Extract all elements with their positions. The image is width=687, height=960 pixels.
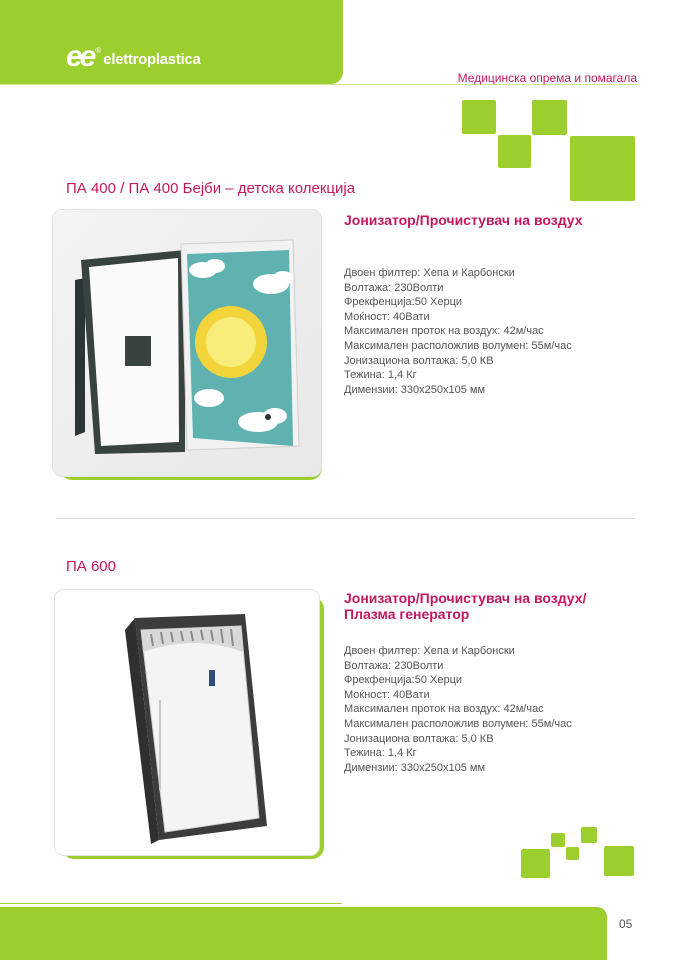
air-purifier-kids-illustration <box>53 210 321 476</box>
footer-rule <box>0 903 342 904</box>
decor-square <box>604 846 634 876</box>
logo-mark: ee <box>66 40 94 73</box>
spec-ionization: Јонизациона волтажа: 5,0 КВ <box>344 732 494 745</box>
spec-airflow: Максимален проток на воздух: 42м/час <box>344 703 544 716</box>
spec-weight: Тежина: 1,4 Кг <box>344 747 417 760</box>
decor-square <box>566 847 579 860</box>
decor-square <box>570 136 635 201</box>
spec-frequency: Фрекфенција:50 Херци <box>344 296 463 309</box>
product-specs-list <box>344 266 572 397</box>
air-purifier-plasma-illustration <box>55 590 319 855</box>
product-feature-title <box>344 590 586 622</box>
product-specs-list <box>344 644 572 775</box>
feature-title-line: Плазма генератор <box>344 606 470 622</box>
spec-ionization: Јонизациона волтажа: 5,0 КВ <box>344 354 494 367</box>
product-photo-pa400 <box>52 209 322 477</box>
spec-volume: Максимален расположлив волумен: 55м/час <box>344 717 572 730</box>
spec-dimensions: Димензии: 330x250x105 мм <box>344 761 486 774</box>
logo-wordmark: elettroplastica <box>103 50 201 68</box>
page-number: 05 <box>619 917 633 931</box>
logo-registered-mark: ® <box>95 45 102 55</box>
spec-dimensions: Димензии: 330x250x105 мм <box>344 383 486 396</box>
product-model-title: ПА 400 / ПА 400 Бејби – детска колекција <box>66 180 356 197</box>
footer-banner <box>0 907 607 960</box>
spec-power: Моќност: 40Вати <box>344 688 430 701</box>
spec-frequency: Фрекфенција:50 Херци <box>344 674 463 687</box>
spec-filter: Двоен филтер: Хепа и Карбонски <box>344 645 515 657</box>
product-model-title: ПА 600 <box>66 558 116 575</box>
section-divider <box>56 518 634 519</box>
brand-logo <box>66 42 201 72</box>
decor-square <box>462 100 496 134</box>
product-feature-title: Јонизатор/Прочистувач на воздух <box>344 212 583 228</box>
section-title: Медицинска опрема и помагала <box>457 71 637 85</box>
spec-power: Моќност: 40Вати <box>344 310 430 323</box>
decor-square <box>532 100 567 135</box>
feature-title-line: Јонизатор/Прочистувач на воздух/ <box>344 590 587 606</box>
decor-square <box>498 135 531 168</box>
spec-filter: Двоен филтер: Хепа и Карбонски <box>344 267 515 279</box>
spec-weight: Тежина: 1,4 Кг <box>344 369 417 382</box>
spec-voltage: Волтажа: 230Волти <box>344 659 444 672</box>
spec-voltage: Волтажа: 230Волти <box>344 281 444 294</box>
decor-square <box>581 827 597 843</box>
product-photo-pa600 <box>54 589 320 856</box>
decor-square <box>551 833 565 847</box>
spec-volume: Максимален расположлив волумен: 55м/час <box>344 339 572 352</box>
spec-airflow: Максимален проток на воздух: 42м/час <box>344 325 544 338</box>
decor-square <box>521 849 550 878</box>
